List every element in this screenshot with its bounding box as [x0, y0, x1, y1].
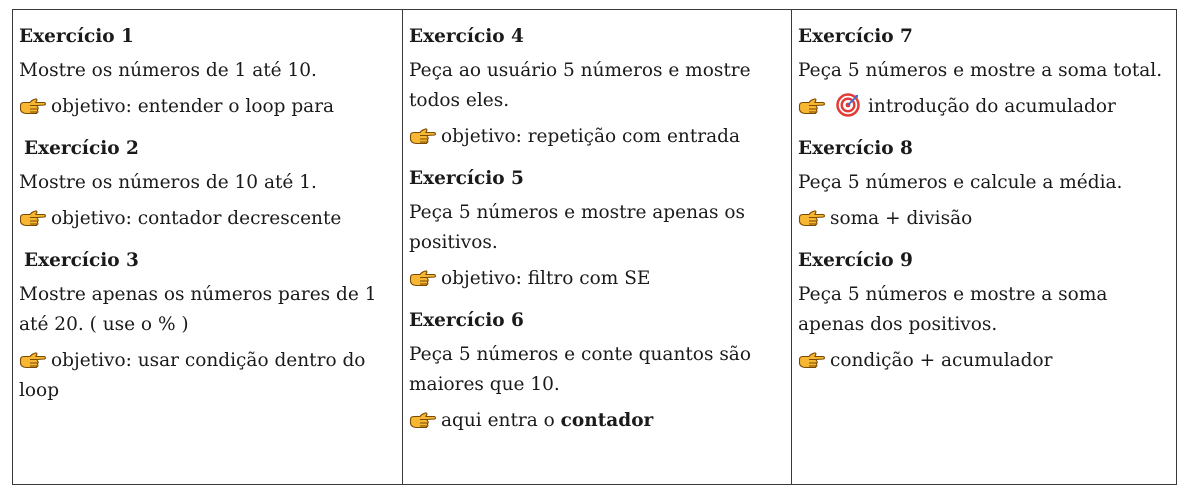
column-3 [791, 10, 1176, 484]
exercise-4 [409, 24, 785, 152]
exercise-table [12, 9, 1177, 485]
exercise-goal [409, 122, 785, 152]
exercise-6 [409, 308, 785, 436]
goal-text: aqui entra o [441, 410, 555, 431]
goal-text: objetivo: entender o loop para [51, 96, 335, 117]
exercise-5 [409, 166, 785, 294]
goal-text: introdução do acumulador [868, 96, 1116, 117]
exercise-text: Peça 5 números e mostre apenas os positivos. [409, 202, 746, 253]
exercise-title: Exercício 4 [409, 26, 524, 47]
goal-bold-text: contador [560, 410, 654, 431]
exercise-1 [19, 24, 396, 122]
exercise-goal [798, 346, 1170, 376]
exercise-title: Exercício 1 [19, 26, 134, 47]
pointing-hand-icon [409, 127, 437, 145]
exercise-3 [19, 248, 396, 406]
exercise-title: Exercício 9 [798, 250, 913, 271]
exercise-text: Peça ao usuário 5 números e mostre todos eles. [409, 60, 751, 111]
exercise-2 [19, 136, 396, 234]
exercise-goal [409, 406, 785, 436]
column-2 [402, 10, 791, 484]
goal-text: objetivo: filtro com SE [441, 268, 651, 289]
exercise-goal [19, 204, 396, 234]
pointing-hand-icon [798, 97, 826, 115]
goal-text: objetivo: usar condição dentro do loop [19, 350, 366, 401]
target-icon [836, 93, 860, 117]
exercise-goal [19, 346, 396, 406]
pointing-hand-icon [409, 269, 437, 287]
exercise-title: Exercício 7 [798, 26, 913, 47]
column-1 [13, 10, 402, 484]
exercise-goal [798, 204, 1170, 234]
exercise-title: Exercício 8 [798, 138, 913, 159]
exercise-title: Exercício 6 [409, 310, 524, 331]
goal-text: objetivo: repetição com entrada [441, 126, 741, 147]
exercise-text: Peça 5 números e mostre a soma apenas dos positivos. [798, 284, 1108, 335]
pointing-hand-icon [409, 411, 437, 429]
goal-text: condição + acumulador [830, 350, 1053, 371]
exercise-text: Peça 5 números e mostre a soma total. [798, 60, 1163, 81]
goal-text: soma + divisão [830, 208, 973, 229]
exercise-9 [798, 248, 1170, 376]
exercise-7 [798, 24, 1170, 122]
exercise-title: Exercício 5 [409, 168, 524, 189]
exercise-title: Exercício 2 [24, 138, 139, 159]
exercise-goal [798, 92, 1170, 122]
exercise-text: Mostre os números de 1 até 10. [19, 60, 317, 81]
exercise-text: Peça 5 números e conte quantos são maiores que 10. [409, 344, 751, 395]
exercise-8 [798, 136, 1170, 234]
exercise-text: Peça 5 números e calcule a média. [798, 172, 1123, 193]
exercise-text: Mostre apenas os números pares de 1 até 20. ( use o % ) [19, 284, 377, 335]
pointing-hand-icon [19, 209, 47, 227]
pointing-hand-icon [798, 351, 826, 369]
pointing-hand-icon [19, 97, 47, 115]
exercise-text: Mostre os números de 10 até 1. [19, 172, 317, 193]
exercise-goal [19, 92, 396, 122]
exercise-title: Exercício 3 [24, 250, 139, 271]
pointing-hand-icon [19, 351, 47, 369]
pointing-hand-icon [798, 209, 826, 227]
goal-text: objetivo: contador decrescente [51, 208, 342, 229]
exercise-goal [409, 264, 785, 294]
